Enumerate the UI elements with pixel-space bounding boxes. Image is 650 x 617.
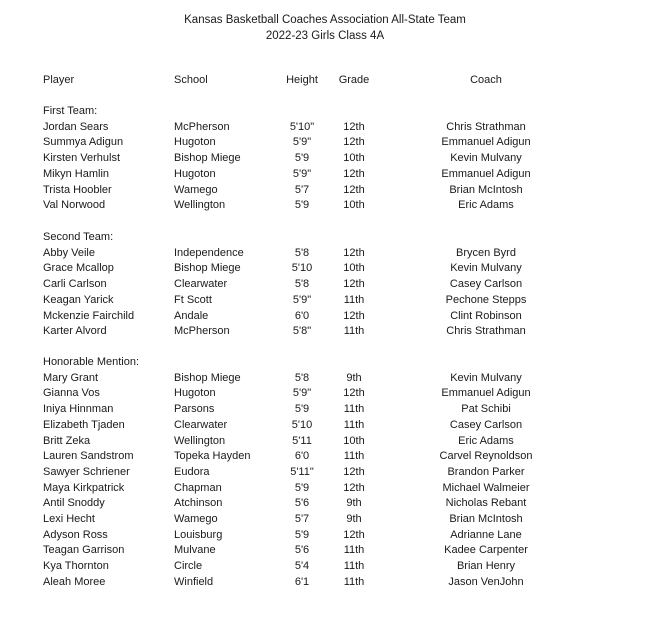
cell-school: Hugoton: [174, 136, 216, 149]
cell-school: Bishop Miege: [174, 371, 241, 384]
cell-school: Parsons: [174, 403, 215, 416]
document-subtitle: 2022-23 Girls Class 4A: [265, 30, 385, 42]
cell-height: 5'9": [292, 387, 312, 400]
cell-coach: Eric Adams: [458, 199, 514, 212]
cell-coach: Emmanuel Adigun: [441, 136, 531, 149]
cell-grade: 9th: [346, 513, 362, 525]
cell-school: Hugoton: [174, 387, 216, 400]
cell-grade: 12th: [343, 528, 365, 541]
cell-player: Val Norwood: [43, 199, 106, 212]
cell-grade: 12th: [343, 387, 365, 400]
header-height: Height: [286, 74, 318, 86]
cell-school: McPherson: [174, 325, 230, 338]
cell-school: Circle: [174, 560, 203, 573]
cell-player: Lexi Hecht: [43, 513, 95, 525]
cell-grade: 11th: [343, 544, 365, 557]
header-coach: Coach: [470, 74, 502, 86]
table-row: [0, 434, 650, 450]
table-row: [0, 543, 650, 559]
cell-height: 5'9: [294, 199, 310, 212]
cell-height: 5'8": [292, 325, 312, 338]
table-row: [0, 402, 650, 418]
cell-player: Gianna Vos: [43, 387, 100, 400]
table-row: [0, 575, 650, 591]
cell-coach: Emmanuel Adigun: [441, 167, 531, 180]
cell-player: Kirsten Verhulst: [43, 152, 121, 165]
cell-player: Keagan Yarick: [43, 293, 114, 306]
table-row: [0, 309, 650, 325]
section-heading: First Team:: [43, 105, 98, 117]
table-row: [0, 418, 650, 434]
cell-player: Grace Mcallop: [43, 262, 114, 275]
cell-height: 6'1: [294, 575, 310, 588]
cell-player: Maya Kirkpatrick: [43, 481, 125, 494]
document-title: Kansas Basketball Coaches Association All-State Team: [184, 14, 466, 26]
cell-coach: Brian Henry: [456, 560, 516, 573]
cell-grade: 11th: [343, 325, 365, 338]
table-row: [0, 277, 650, 293]
cell-player: Iniya Hinnman: [43, 403, 114, 416]
table-header-row: [0, 73, 650, 89]
cell-player: Mary Grant: [43, 371, 99, 384]
table-row: [0, 246, 650, 262]
cell-coach: Chris Strathman: [446, 325, 526, 338]
cell-player: Lauren Sandstrom: [43, 450, 134, 463]
cell-school: Atchinson: [174, 497, 223, 510]
table-row: [0, 198, 650, 214]
cell-height: 5'10: [291, 418, 313, 431]
cell-height: 6'0: [294, 450, 310, 463]
table-row: [0, 528, 650, 544]
cell-grade: 11th: [343, 403, 365, 416]
cell-player: Jordan Sears: [43, 120, 109, 133]
cell-school: Ft Scott: [174, 293, 212, 306]
cell-height: 5'9": [292, 293, 312, 306]
table-row: [0, 512, 650, 528]
cell-school: Wamego: [174, 183, 218, 196]
cell-school: Eudora: [174, 465, 210, 478]
cell-coach: Pechone Stepps: [445, 293, 527, 306]
cell-height: 5'9": [292, 136, 312, 149]
section-heading: Second Team:: [43, 231, 114, 243]
cell-coach: Carvel Reynoldson: [439, 450, 533, 463]
cell-school: Andale: [174, 309, 209, 322]
section-heading: Honorable Mention:: [43, 356, 140, 368]
cell-school: Independence: [174, 246, 244, 259]
cell-player: Trista Hoobler: [43, 183, 112, 196]
cell-grade: 12th: [343, 309, 365, 322]
cell-grade: 11th: [343, 575, 365, 588]
cell-grade: 12th: [343, 246, 365, 259]
cell-height: 5'7: [294, 513, 310, 525]
cell-height: 5'9: [294, 152, 310, 165]
cell-school: Clearwater: [174, 418, 228, 431]
header-school: School: [174, 74, 208, 86]
cell-coach: Michael Walmeier: [442, 481, 530, 494]
cell-school: Louisburg: [174, 528, 223, 541]
cell-player: Mikyn Hamlin: [43, 167, 110, 180]
cell-grade: 9th: [346, 371, 362, 384]
header-player: Player: [43, 74, 75, 86]
table-row: [0, 183, 650, 199]
cell-coach: Kevin Mulvany: [450, 371, 522, 384]
cell-coach: Emmanuel Adigun: [441, 387, 531, 400]
cell-grade: 10th: [343, 199, 365, 212]
cell-player: Teagan Garrison: [43, 544, 125, 557]
cell-height: 5'11": [290, 465, 314, 478]
cell-school: Topeka Hayden: [174, 450, 251, 463]
cell-player: Summya Adigun: [43, 136, 124, 149]
table-row: [0, 151, 650, 167]
cell-height: 5'6: [294, 497, 310, 510]
cell-coach: Brian McIntosh: [449, 183, 523, 196]
cell-coach: Kadee Carpenter: [444, 544, 528, 557]
cell-grade: 12th: [343, 465, 365, 478]
table-row: [0, 261, 650, 277]
table-row: [0, 371, 650, 387]
cell-player: Abby Veile: [43, 246, 95, 259]
table-row: [0, 135, 650, 151]
cell-coach: Nicholas Rebant: [445, 497, 527, 510]
table-row: [0, 449, 650, 465]
cell-grade: 10th: [343, 434, 365, 447]
cell-height: 5'8: [294, 278, 310, 291]
cell-school: Bishop Miege: [174, 262, 241, 275]
cell-height: 5'4: [294, 560, 310, 573]
cell-player: Carli Carlson: [43, 278, 107, 291]
cell-grade: 9th: [346, 497, 362, 510]
table-row: [0, 167, 650, 183]
cell-grade: 12th: [343, 120, 365, 133]
cell-height: 5'6: [294, 544, 310, 557]
cell-coach: Casey Carlson: [449, 418, 523, 431]
cell-player: Karter Alvord: [43, 325, 107, 338]
cell-grade: 11th: [343, 560, 365, 573]
cell-grade: 11th: [343, 293, 365, 306]
cell-coach: Kevin Mulvany: [450, 152, 522, 165]
cell-player: Aleah Moree: [43, 575, 106, 588]
cell-height: 6'0: [294, 309, 310, 322]
cell-player: Adyson Ross: [43, 528, 108, 541]
cell-coach: Clint Robinson: [450, 309, 522, 322]
cell-grade: 12th: [343, 481, 365, 494]
cell-height: 5'7: [294, 183, 310, 196]
cell-coach: Brycen Byrd: [456, 246, 516, 259]
table-row: [0, 496, 650, 512]
cell-coach: Eric Adams: [458, 434, 514, 447]
cell-coach: Pat Schibi: [461, 403, 511, 416]
cell-school: Chapman: [174, 481, 222, 494]
cell-school: Mulvane: [174, 544, 216, 557]
table-row: [0, 481, 650, 497]
cell-school: Winfield: [174, 575, 214, 588]
cell-player: Antil Snoddy: [43, 497, 105, 510]
cell-grade: 12th: [343, 167, 365, 180]
cell-player: Kya Thornton: [43, 560, 109, 573]
table-row: [0, 120, 650, 136]
cell-school: Wellington: [174, 434, 226, 447]
cell-coach: Kevin Mulvany: [450, 262, 522, 275]
cell-coach: Brandon Parker: [447, 465, 525, 478]
cell-player: Britt Zeka: [43, 434, 91, 447]
cell-grade: 10th: [343, 152, 365, 165]
cell-grade: 12th: [343, 136, 365, 149]
cell-coach: Adrianne Lane: [450, 528, 522, 541]
cell-height: 5'10: [291, 262, 313, 275]
cell-height: 5'8: [294, 246, 310, 259]
cell-player: Sawyer Schriener: [43, 465, 130, 478]
cell-grade: 10th: [343, 262, 365, 275]
cell-grade: 11th: [343, 418, 365, 431]
cell-school: Wamego: [174, 513, 218, 525]
cell-coach: Chris Strathman: [446, 120, 526, 133]
cell-height: 5'9": [292, 167, 312, 180]
table-row: [0, 465, 650, 481]
cell-height: 5'10": [289, 120, 315, 133]
cell-school: Wellington: [174, 199, 226, 212]
table-row: [0, 386, 650, 402]
cell-height: 5'8: [294, 371, 310, 384]
table-row: [0, 559, 650, 575]
cell-school: Bishop Miege: [174, 152, 241, 165]
header-grade: Grade: [338, 74, 370, 86]
cell-coach: Brian McIntosh: [449, 513, 523, 525]
cell-height: 5'11: [292, 434, 312, 447]
cell-height: 5'9: [294, 528, 310, 541]
cell-school: Clearwater: [174, 278, 228, 291]
cell-school: Hugoton: [174, 167, 216, 180]
table-row: [0, 324, 650, 340]
cell-height: 5'9: [294, 403, 310, 416]
cell-coach: Casey Carlson: [449, 278, 523, 291]
cell-player: Elizabeth Tjaden: [43, 418, 125, 431]
cell-grade: 12th: [343, 278, 365, 291]
cell-grade: 11th: [343, 450, 365, 463]
cell-grade: 12th: [343, 183, 365, 196]
cell-height: 5'9: [294, 481, 310, 494]
table-row: [0, 293, 650, 309]
cell-school: McPherson: [174, 120, 230, 133]
cell-coach: Jason VenJohn: [448, 575, 524, 588]
cell-player: Mckenzie Fairchild: [43, 309, 135, 322]
